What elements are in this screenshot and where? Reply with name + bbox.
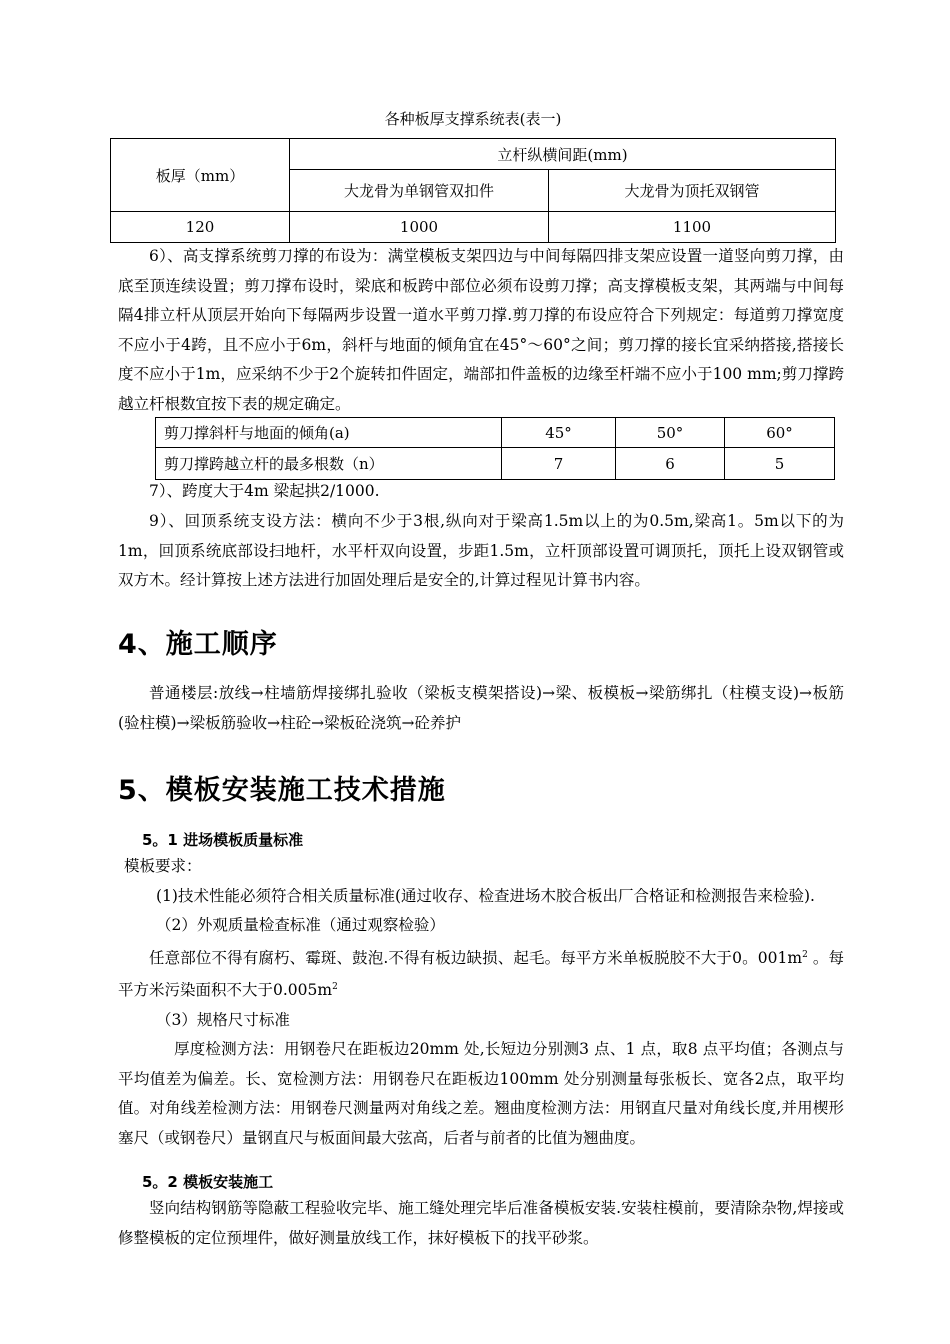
row2-value-2: 6 <box>616 448 725 480</box>
section-5-1-body <box>118 852 844 1153</box>
cell-double: 1100 <box>549 212 836 243</box>
section-5-1-title: 5。1 进场模板质量标准 <box>142 831 304 849</box>
row1-value-3: 60° <box>725 418 835 448</box>
section-4-title: 4、施工顺序 <box>118 629 278 660</box>
item-1: (1)技术性能必须符合相关质量标准(通过收存、检查进场木胶合板出厂合格证和检测报告来检验). <box>156 886 815 905</box>
row2-label: 剪刀撑跨越立杆的最多根数（n） <box>156 448 502 480</box>
row1-value-2: 50° <box>616 418 725 448</box>
row1-value-1: 45° <box>502 418 616 448</box>
section-5-title: 5、模板安装施工技术措施 <box>118 775 446 806</box>
section-4-text: 普通楼层:放线→柱墙筋焊接绑扎验收（梁板支模架搭设)→梁、板模板→梁筋绑扎（柱模支设)→板筋(验柱模)→梁板筋验收→柱砼→梁板砼浇筑→砼养护 <box>118 684 844 732</box>
header-single-steel: 大龙骨为单钢管双扣件 <box>290 170 549 212</box>
table1-caption: 各种板厚支撑系统表(表一) <box>384 110 562 128</box>
row2-value-3: 5 <box>725 448 835 480</box>
cross-brace-table <box>155 417 835 480</box>
item-3-text: 厚度检测方法：用钢卷尺在距板边20mm 处,长短边分别测3 点、1 点，取8 点平均值；各测点与平均值差为偏差。长、宽检测方法：用钢卷尺在距板边100mm 处分别测量每张板长、宽各2点，取平均值。对角线差检测方法：用钢卷尺测量两对角线之差。翘曲度检测方法：用钢直尺量对角线长度,并用楔形塞尺（或钢卷尺）量钢直尺与板面间最大弦高，后者与前者的比值为翘曲度。 <box>118 1040 844 1147</box>
cell-single: 1000 <box>290 212 549 243</box>
header-double-steel: 大龙骨为顶托双钢管 <box>549 170 836 212</box>
item-2: （2）外观质量检查标准（通过观察检验） <box>156 916 445 934</box>
item-3: （3）规格尺寸标准 <box>156 1010 290 1029</box>
row2-value-1: 7 <box>502 448 616 480</box>
item-2-text: 任意部位不得有腐朽、霉斑、鼓泡.不得有板边缺损、起毛。每平方米单板脱胶不大于0。$001m^2$ 。每平方米污染面积不大于$0.005m^2$ <box>118 948 844 1000</box>
header-thickness: 板厚（mm） <box>111 139 290 212</box>
row1-label: 剪刀撑斜杆与地面的倾角(a) <box>156 418 502 448</box>
paragraph-7: 7）、跨度大于4m 梁起拱2/1000. <box>149 482 380 500</box>
section-5-2-text: 竖向结构钢筋等隐蔽工程验收完毕、施工缝处理完毕后准备模板安装.安装柱模前，要清除杂物,焊接或修整模板的定位预埋件，做好测量放线工作，抹好模板下的找平砂浆。 <box>118 1199 844 1247</box>
paragraph-6: 6）、高支撑系统剪刀撑的布设为：满堂模板支架四边与中间每隔四排支架应设置一道竖向剪刀撑，由底至顶连续设置；剪刀撑布设时，梁底和板跨中部位必须布设剪刀撑；高支撑模板支架，其两端与中间每隔4排立杆从顶层开始向下每隔两步设置一道水平剪刀撑.剪刀撑的布设应符合下列规定：每道剪刀撑宽度不应小于4跨，且不应小于6m，斜杆与地面的倾角宜在45°～60°之间；剪刀撑的接长宜采纳搭接,搭接长度不应小于1m，应采纳不少于2个旋转扣件固定，端部扣件盖板的边缘至杆端不应小于100 mm;剪刀撑跨越立杆根数宜按下表的规定确定。 <box>118 247 844 413</box>
cell-thickness: 120 <box>111 212 290 243</box>
requirement-label: 模板要求： <box>124 857 202 875</box>
header-spacing-group: 立杆纵横间距(mm) <box>290 139 836 170</box>
support-system-table <box>110 138 836 243</box>
paragraph-9: 9）、回顶系统支设方法：横向不少于3根,纵向对于梁高1.5m以上的为0.5m,梁高1。5m以下的为1m，回顶系统底部设扫地杆，水平杆双向设置，步距1.5m，立杆顶部设置可调顶托，顶托上设双钢管或双方木。经计算按上述方法进行加固处理后是安全的,计算过程见计算书内容。 <box>118 512 844 589</box>
section-5-2-title: 5。2 模板安装施工 <box>142 1173 274 1191</box>
